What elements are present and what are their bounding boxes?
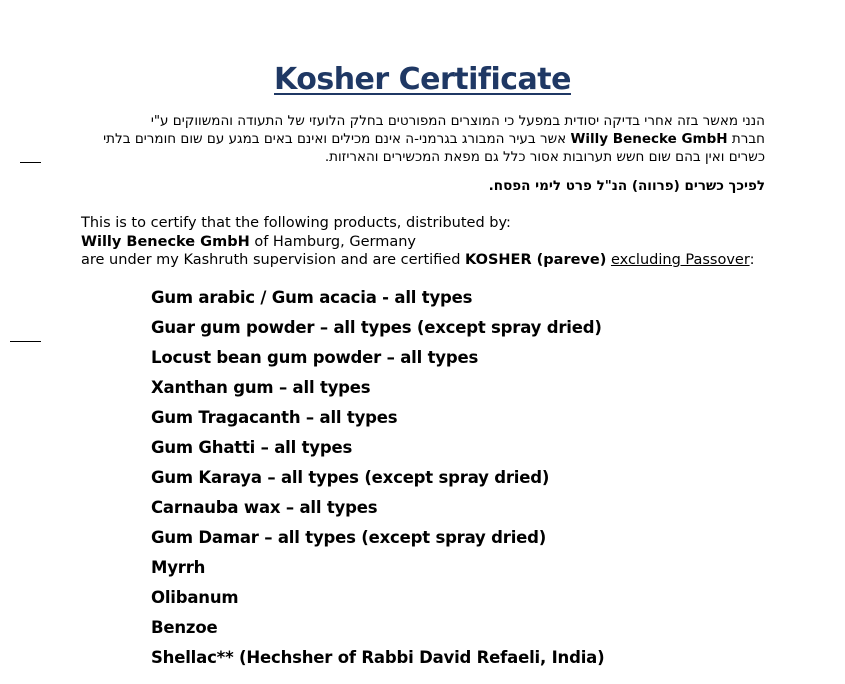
hebrew-line: כשרים ואין בהם שום חשש תערובות אסור כלל גם מפאת המכשירים והאריזות. [324, 149, 765, 165]
company-name: Willy Benecke GmbH [81, 233, 250, 250]
product-item: Gum Ghatti – all types [151, 438, 353, 457]
product-item: Myrrh [151, 558, 206, 577]
english-line [81, 251, 781, 270]
english-statement [81, 214, 781, 270]
hebrew-conclusion: לפיכך כשרים (פרווה) הנ"ל פרט לימי הפסח. [488, 178, 765, 194]
colon: : [749, 252, 755, 268]
product-item: Gum Damar – all types (except spray dried) [151, 528, 547, 547]
product-item: Gum Karaya – all types (except spray dried) [151, 468, 550, 487]
product-item: Guar gum powder – all types (except spray dried) [151, 318, 602, 337]
hebrew-statement [80, 112, 765, 166]
company-name: Willy Benecke GmbH [570, 131, 728, 147]
hebrew-line [80, 130, 765, 148]
margin-marker [10, 341, 41, 342]
product-item: Carnauba wax – all types [151, 498, 378, 517]
certificate-title: Kosher Certificate [274, 62, 571, 97]
product-list [151, 287, 604, 677]
certification-text: are under my Kashruth supervision and are certified [81, 252, 466, 268]
kosher-status: KOSHER (pareve) [465, 252, 607, 268]
product-item: Xanthan gum – all types [151, 378, 371, 397]
hebrew-text: אשר בעיר המבורג בגרמני-ה אינם מכילים ואינם באים במגע עם שום חומרים בלתי [103, 131, 567, 147]
product-item: Benzoe [151, 618, 218, 637]
english-line: This is to certify that the following products, distributed by: [81, 215, 511, 231]
margin-marker [20, 162, 41, 163]
english-line [81, 233, 781, 252]
product-item: Olibanum [151, 588, 239, 607]
product-item: Gum arabic / Gum acacia - all types [151, 288, 473, 307]
hebrew-text: חברת [731, 131, 765, 147]
passover-exclusion: excluding Passover [610, 252, 750, 268]
product-item: Locust bean gum powder – all types [151, 348, 479, 367]
hebrew-line: הנני מאשר בזה אחרי בדיקה יסודית במפעל כי המוצרים המפורטים בחלק הלועזי של התעודה והמשווקים ע"י [150, 113, 765, 129]
product-item: Shellac** (Hechsher of Rabbi David Refaeli, India) [151, 648, 605, 667]
product-item: Gum Tragacanth – all types [151, 408, 398, 427]
company-location: of Hamburg, Germany [249, 233, 416, 250]
